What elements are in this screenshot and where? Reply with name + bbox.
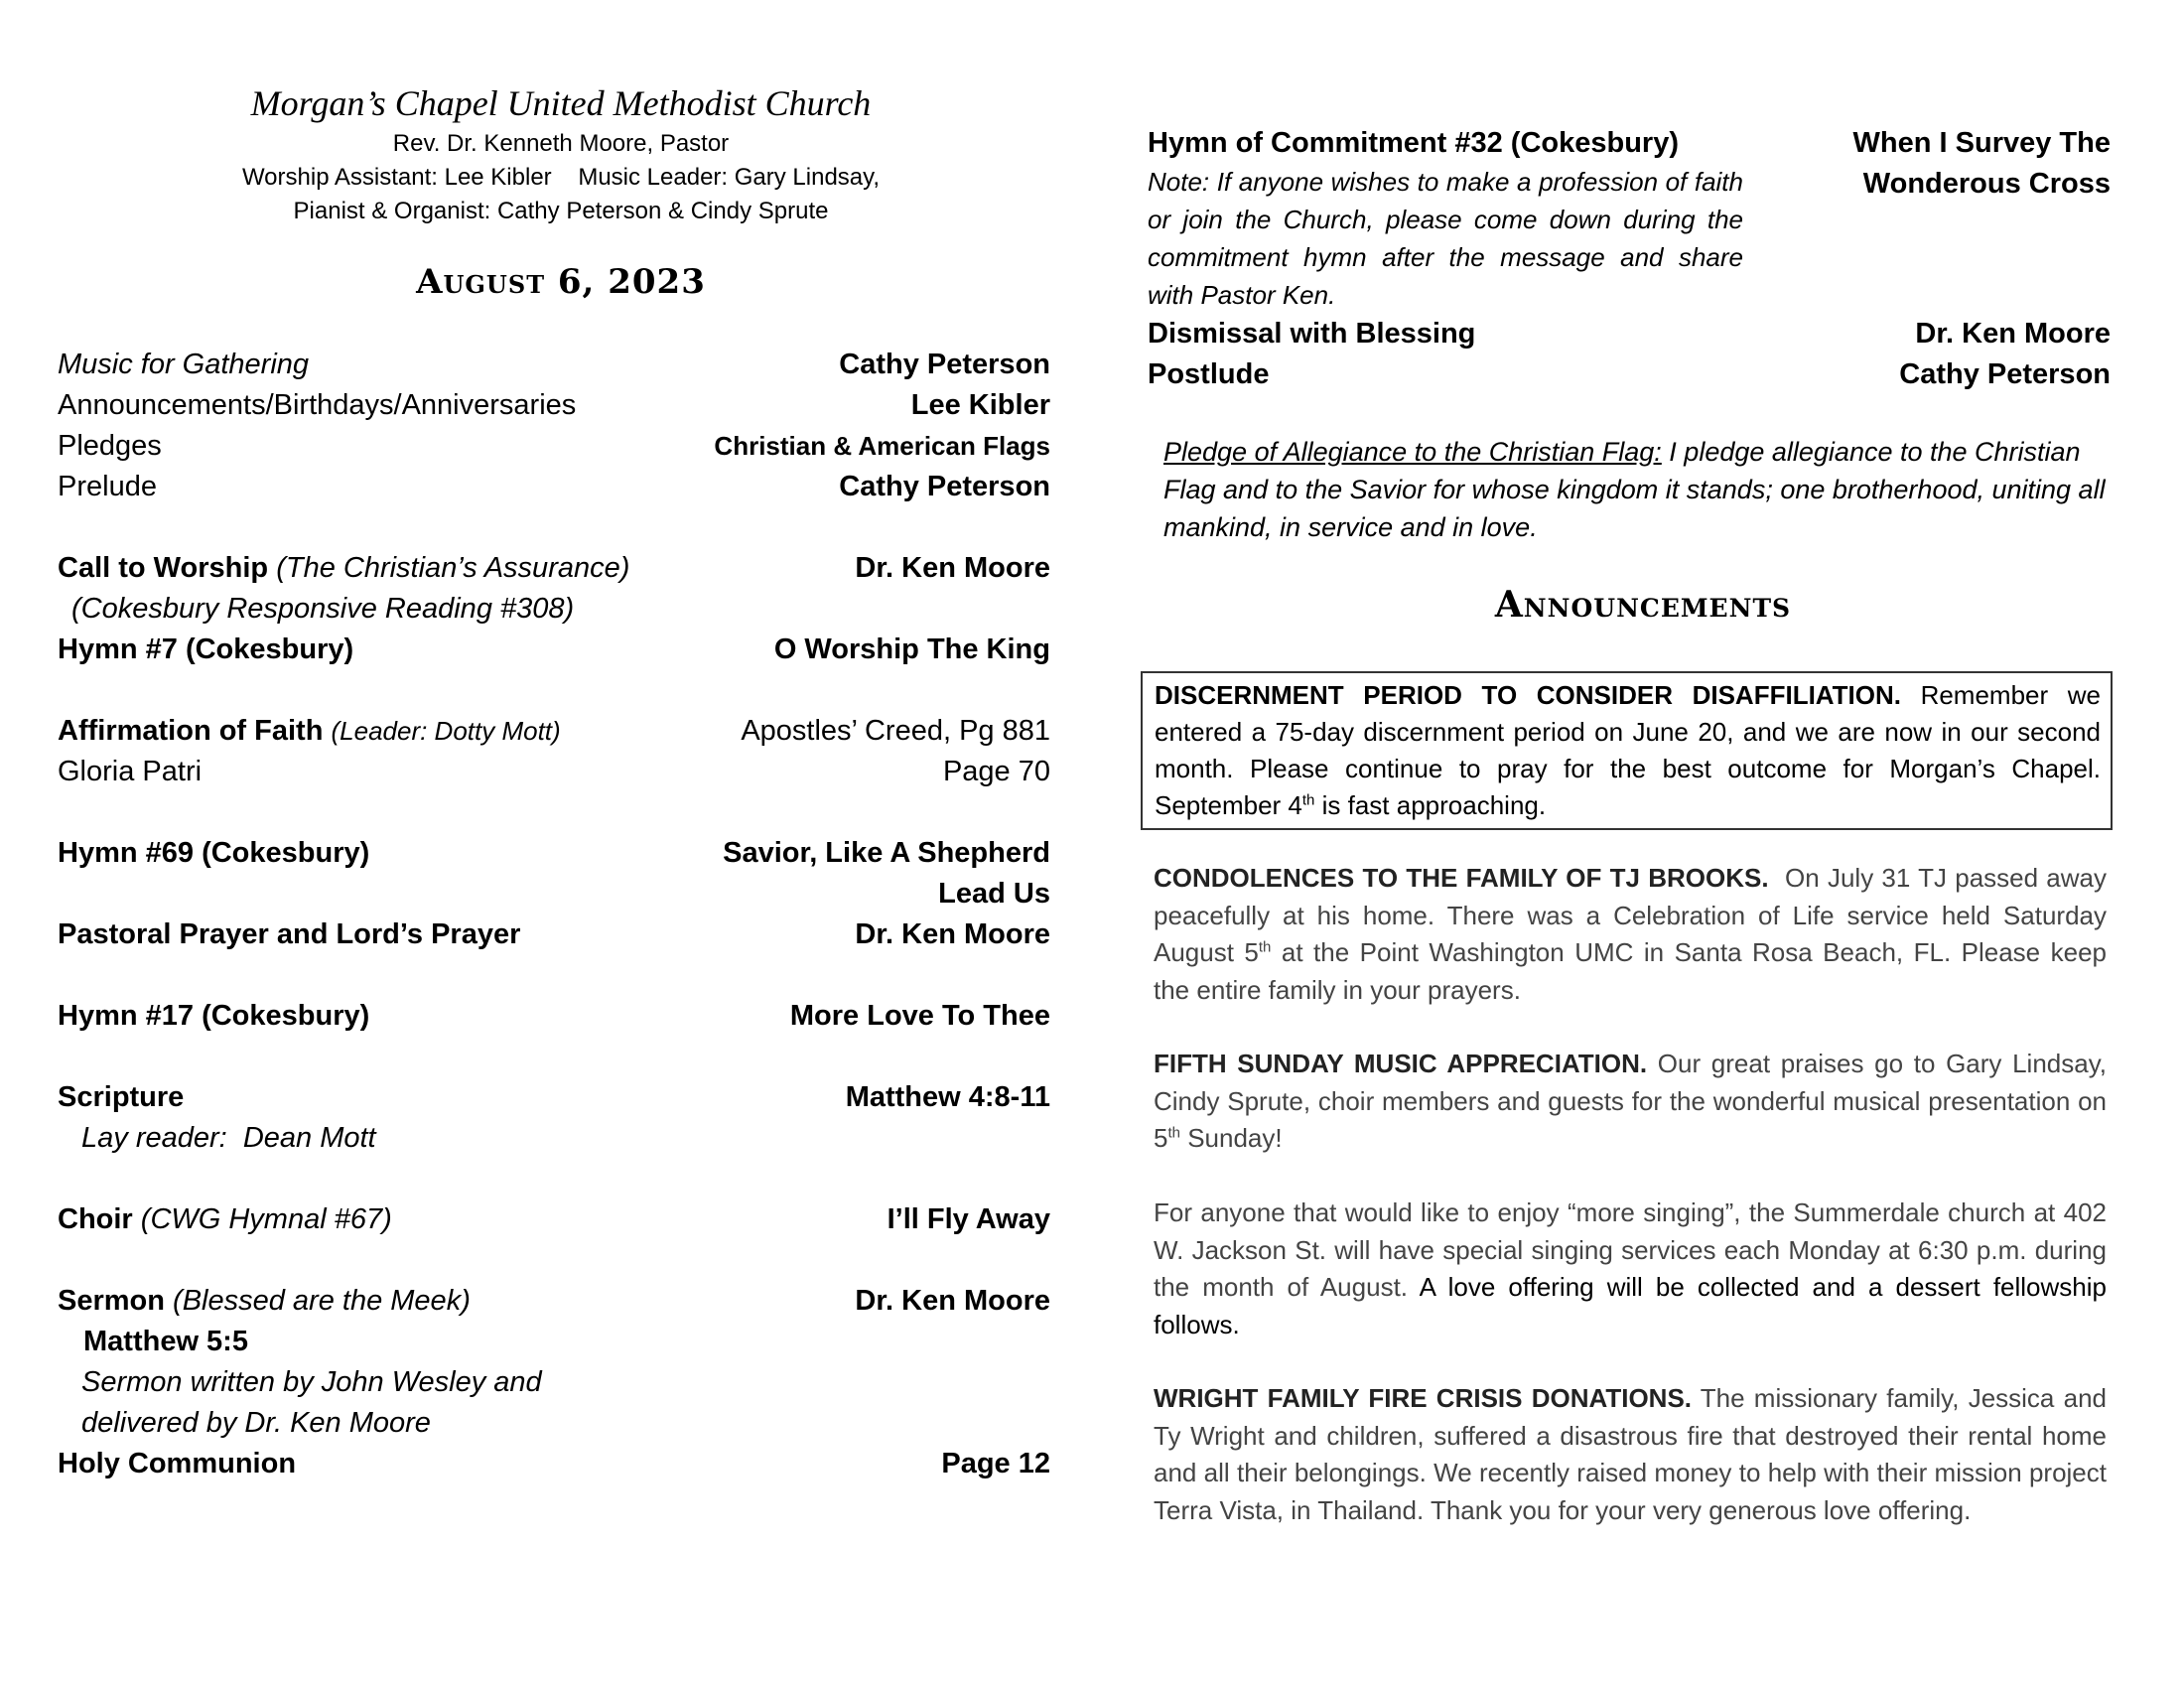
order-value: Cathy Peterson	[839, 349, 1050, 380]
order-item-choir	[58, 1199, 1050, 1240]
bulletin-header	[60, 79, 1062, 228]
order-item-call-to-worship	[58, 548, 1050, 589]
announcement-heading: DISCERNMENT PERIOD TO CONSIDER DISAFFILIATION.	[1155, 680, 1901, 710]
discernment-box	[1141, 671, 2113, 830]
order-item-commitment-hymn	[1148, 123, 1743, 164]
announcement-text-tail: at the Point Washington UMC in Santa Rosa Beach, FL. Please keep the entire family in your prayers.	[1154, 937, 2107, 1005]
commitment-note: Note: If anyone wishes to make a profession of faith or join the Church, please come down during the commitment hymn after the message and share with Pastor Ken.	[1148, 167, 1743, 310]
announcement-heading: CONDOLENCES TO THE FAMILY OF TJ BROOKS.	[1154, 863, 1769, 893]
announcement-text: For anyone that would like to enjoy “more singing”, the Summerdale church at 402 W. Jackson St. will have special singing services each Monday at 6:30 p.m. during the month of August.	[1154, 1197, 2107, 1302]
order-label: Prelude	[58, 471, 157, 502]
order-note: (CWG Hymnal #67)	[140, 1203, 392, 1235]
announcement-singing	[1154, 1195, 2107, 1343]
order-item-gathering	[58, 345, 1050, 385]
announcement-text: The missionary family, Jessica and Ty Wright and children, suffered a disastrous fire that destroyed their rental home and all their belongings. We recently raised money to help with their mission project Terra Vista, in Thailand. Thank you for your very generous love offering.	[1154, 1383, 2107, 1525]
announcements-title: Announcements	[1494, 584, 1792, 626]
order-label: Affirmation of Faith	[58, 715, 324, 747]
order-item-pastoral-prayer	[58, 914, 1050, 955]
order-item-communion	[58, 1444, 1050, 1484]
assistants-line: Worship Assistant: Lee Kibler Music Leader: Gary Lindsay,	[241, 164, 881, 191]
order-value: Savior, Like A Shepherd	[723, 837, 1050, 869]
order-value: O Worship The King	[773, 633, 1050, 665]
order-label: Holy Communion	[58, 1448, 297, 1479]
ordinal-suffix: th	[1301, 791, 1315, 809]
order-value: More Love To Thee	[789, 1000, 1050, 1032]
call-to-worship-reading: (Cokesbury Responsive Reading #308)	[71, 593, 575, 625]
order-item-hymn-7	[58, 630, 1050, 670]
announcement-heading: FIFTH SUNDAY MUSIC APPRECIATION.	[1154, 1049, 1648, 1078]
order-item-sermon	[58, 1281, 1050, 1322]
order-label: Scripture	[58, 1081, 185, 1113]
order-label: Sermon	[58, 1285, 165, 1317]
order-value: Dr. Ken Moore	[855, 918, 1050, 950]
order-label: Hymn #17 (Cokesbury)	[58, 1000, 370, 1032]
order-label: Hymn #69 (Cokesbury)	[58, 837, 370, 869]
order-label: Pastoral Prayer and Lord’s Prayer	[58, 918, 521, 950]
order-item-announcements	[58, 385, 1050, 426]
order-value: Dr. Ken Moore	[855, 1285, 1050, 1317]
sermon-note-line-2: delivered by Dr. Ken Moore	[81, 1407, 431, 1439]
order-label: Pledges	[58, 430, 162, 462]
order-value: Page 70	[942, 756, 1050, 787]
order-value: Page 12	[941, 1448, 1050, 1479]
order-item-hymn-69	[58, 833, 1050, 874]
order-label: Music for Gathering	[58, 349, 310, 380]
order-item-dismissal	[1148, 314, 2111, 354]
pastor-line: Rev. Dr. Kenneth Moore, Pastor	[392, 130, 730, 157]
sermon-note-line-1: Sermon written by John Wesley and	[81, 1366, 542, 1398]
christian-flag-pledge	[1163, 433, 2116, 546]
order-note: (Leader: Dotty Mott)	[331, 716, 561, 746]
order-label: Hymn of Commitment #32 (Cokesbury)	[1148, 127, 1679, 159]
order-note: (The Christian’s Assurance)	[276, 552, 630, 584]
order-value: Christian & American Flags	[714, 431, 1050, 461]
order-item-affirmation	[58, 711, 1050, 752]
pledge-title: Pledge of Allegiance to the Christian Flag:	[1163, 437, 1662, 467]
announcement-text-tail: is fast approaching.	[1314, 790, 1547, 820]
service-date: August 6, 2023	[416, 262, 706, 302]
pledge-text: I pledge allegiance to the Christian Flag and to the Savior for whose kingdom it stands; one brotherhood, uniting all mankind, in service and in love.	[1163, 437, 2106, 542]
order-item-scripture	[58, 1077, 1050, 1118]
commitment-title-line-1: When I Survey The	[1852, 127, 2111, 159]
order-value: Cathy Peterson	[1899, 358, 2111, 390]
order-item-postlude	[1148, 354, 2111, 395]
order-label: Hymn #7 (Cokesbury)	[58, 633, 354, 665]
right-page	[1092, 0, 2184, 1688]
order-value: I’ll Fly Away	[887, 1203, 1050, 1235]
order-label: Dismissal with Blessing	[1148, 318, 1476, 350]
order-label: Gloria Patri	[58, 756, 203, 787]
order-item-hymn-69-cont	[58, 874, 1050, 914]
announcement-heading: WRIGHT FAMILY FIRE CRISIS DONATIONS.	[1154, 1383, 1693, 1413]
order-value: Lee Kibler	[910, 389, 1050, 421]
sermon-verse: Matthew 5:5	[83, 1326, 248, 1357]
ordinal-suffix: th	[1167, 1124, 1180, 1142]
announcement-text: On July 31 TJ passed away peacefully at his home. There was a Celebration of Life service held Saturday August 5	[1154, 863, 2115, 967]
order-value: Cathy Peterson	[839, 471, 1050, 502]
lay-reader: Lay reader: Dean Mott	[81, 1122, 376, 1154]
pianists-line: Pianist & Organist: Cathy Peterson & Cindy Sprute	[293, 198, 829, 224]
announcement-text: Our great praises go to Gary Lindsay, Cindy Sprute, choir members and guests for the wonderful musical presentation on 5	[1154, 1049, 2121, 1153]
announcement-text-tail: A love offering will be collected and a dessert fellowship follows.	[1154, 1272, 2107, 1339]
announcement-text-tail: Sunday!	[1179, 1123, 1283, 1153]
announcement-text: Remember we entered a 75-day discernment period on June 20, and we are now in our second month. Please continue to pray for the best outcome for Morgan’s Chapel. September 4	[1155, 680, 2101, 820]
order-item-prelude	[58, 467, 1050, 507]
order-value: Matthew 4:8-11	[845, 1081, 1050, 1113]
order-label: Postlude	[1148, 358, 1270, 390]
order-value: Lead Us	[938, 878, 1050, 910]
announcement-condolences	[1154, 860, 2115, 1009]
commitment-hymn-title	[1807, 123, 2111, 205]
church-name: Morgan’s Chapel United Methodist Church	[250, 83, 872, 123]
order-item-pledges	[58, 426, 1050, 467]
order-label: Call to Worship	[58, 552, 269, 584]
ordinal-suffix: th	[1258, 938, 1272, 956]
order-value: Dr. Ken Moore	[1915, 318, 2111, 350]
order-note: (Blessed are the Meek)	[173, 1285, 471, 1317]
order-label: Announcements/Birthdays/Anniversaries	[58, 389, 577, 421]
order-value: Apostles’ Creed, Pg 881	[741, 715, 1050, 747]
order-value: Dr. Ken Moore	[855, 552, 1050, 584]
order-label: Choir	[58, 1203, 133, 1235]
announcement-wright-family	[1154, 1380, 2107, 1529]
order-item-gloria-patri	[58, 752, 1050, 792]
announcement-fifth-sunday	[1154, 1046, 2121, 1158]
commitment-title-line-2: Wonderous Cross	[1862, 168, 2111, 200]
order-item-hymn-17	[58, 996, 1050, 1037]
